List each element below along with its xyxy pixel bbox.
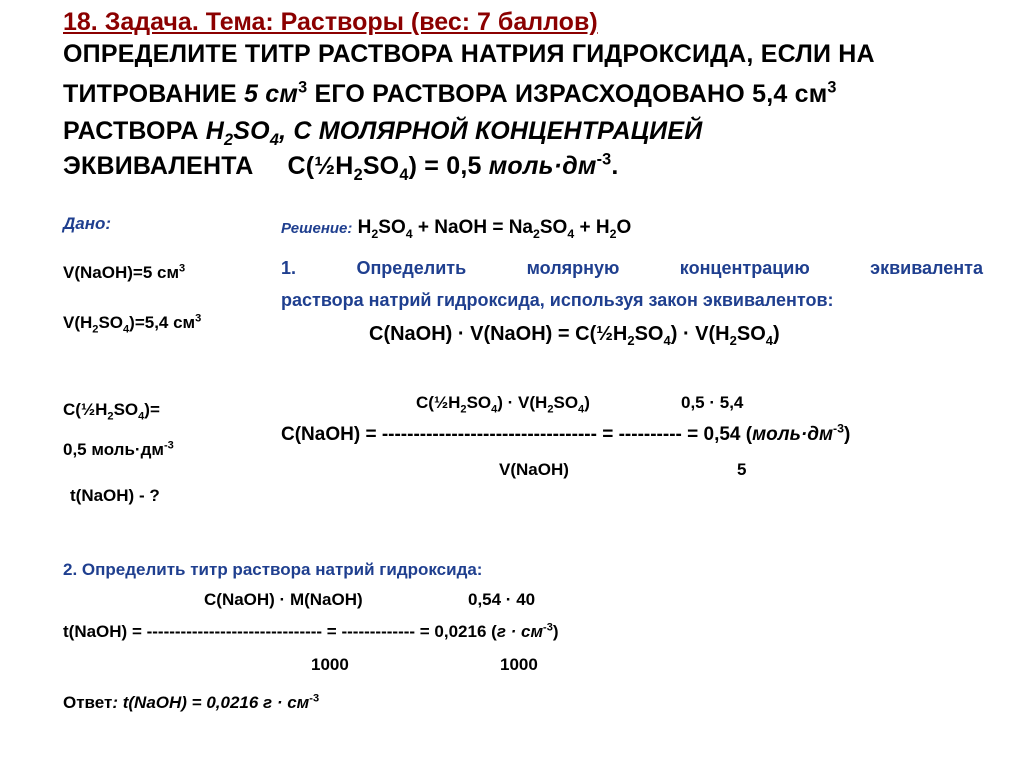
formula1-line: C(NaOH) = ---------------------------------- = ---------- = 0,54 $(моль\cdot дм^{-3})$	[281, 421, 851, 445]
formula2-denominator: 1000	[311, 655, 349, 674]
formula1-denominator-value: 5	[737, 460, 747, 479]
equivalents-law: C(NaOH) · V(NaOH) = $C(\frac{1}{2}H_2SO_4) \cdot V(H_2SO_4)$	[369, 323, 780, 348]
slide-title: 18. Задача. Тема: Растворы (вес: 7 баллов)	[63, 8, 598, 36]
given-concentration: $C(\frac{1}{2}H_2SO_4)=$	[63, 400, 160, 423]
formula2-denominator-value: 1000	[500, 655, 538, 674]
formula1-denominator: V(NaOH)	[499, 460, 569, 479]
answer: Ответ: t(NaOH) = 0,0216 $г \cdot см^{-3}$	[63, 692, 320, 712]
step2-heading: 2. Определить титр раствора натрий гидроксида:	[63, 560, 483, 579]
task-line-2: ТИТРОВАНИЕ 5 $см^3$ ЕГО РАСТВОРА ИЗРАСХОДОВАНО 5,4 $см^3$	[63, 78, 837, 108]
formula2-line: t(NaOH) = ------------------------------- = ------------- = 0,0216 $(г \cdot см^{-3})$	[63, 621, 559, 641]
task-line-3: РАСТВОРА $H_2SO_4$, С МОЛЯРНОЙ КОНЦЕНТРАЦИЕЙ	[63, 117, 703, 149]
solution-label: Решение:	[281, 220, 353, 237]
task-line-4: ЭКВИВАЛЕНТА $C(\frac{1}{2}H_2SO_4) = 0,5$ $моль\cdot дм^{-3}$.	[63, 150, 619, 184]
task-line-1: ОПРЕДЕЛИТЕ ТИТР РАСТВОРА НАТРИЯ ГИДРОКСИДА, ЕСЛИ НА	[63, 40, 875, 68]
given-title: Дано:	[63, 214, 112, 233]
formula1-numerator-values: 0,5 · 5,4	[681, 393, 744, 412]
formula1-numerator: $C(\frac{1}{2}H_2SO_4) \cdot V(H_2SO_4)$	[416, 393, 590, 416]
given-v-h2so4: $V(H_2SO_4)=5,4$ $см^3$	[63, 312, 202, 336]
formula2-numerator: C(NaOH) · M(NaOH)	[204, 590, 363, 609]
solution-reaction: Решение: $H_2SO_4$ + NaOH = $Na_2SO_4 + H_2O$	[281, 217, 632, 241]
given-concentration-value: 0,5 $моль\cdot дм^{-3}$	[63, 439, 174, 459]
step1-line-2: раствора натрий гидроксида, используя закон эквивалентов:	[281, 290, 834, 310]
given-v-naoh: V(NaOH)=5 $см^3$	[63, 262, 186, 282]
given-find: t(NaOH) - ?	[70, 486, 160, 505]
step1-line-1: 1. Определить молярную концентрацию эквивалента	[281, 258, 983, 278]
formula2-numerator-values: 0,54 · 40	[468, 590, 536, 609]
